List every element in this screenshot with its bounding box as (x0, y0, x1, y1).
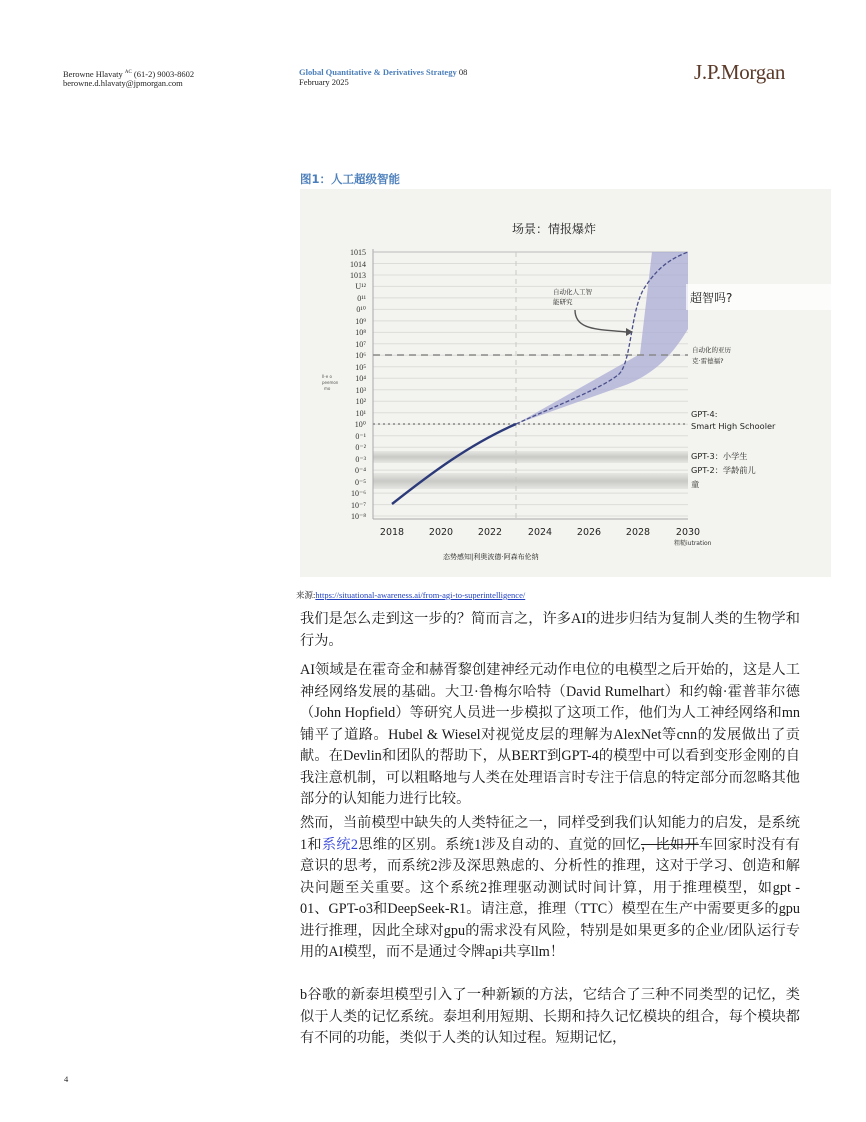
page-number: 4 (64, 1074, 69, 1084)
svg-text:2026: 2026 (576, 527, 602, 538)
svg-text:2028: 2028 (625, 527, 651, 538)
svg-text:0¹¹: 0¹¹ (357, 294, 366, 303)
svg-text:U¹²: U¹² (355, 282, 366, 291)
svg-text:1014: 1014 (350, 260, 366, 269)
source-link[interactable]: https://situational-awareness.ai/from-agi-to-superintelligence/ (315, 590, 526, 600)
y-axis-label-2: peemon (322, 380, 339, 385)
paragraph-3-part-b: 思维的区别。系统1涉及自动的、直觉的回忆 (357, 836, 641, 853)
svg-text:10⁻⁸: 10⁻⁸ (350, 512, 366, 521)
figure-title: 图1：人工超级智能 (300, 172, 401, 186)
chart-svg (300, 189, 831, 577)
gpt2-label-1: GPT-2：学龄前儿 (691, 465, 756, 475)
svg-text:2018: 2018 (379, 527, 405, 538)
svg-text:2022: 2022 (477, 527, 503, 538)
x-axis-note: 粗糙iutration (674, 540, 712, 547)
struck-text: ，比如开 (640, 836, 699, 853)
svg-text:2024: 2024 (527, 527, 553, 538)
chart-panel (300, 189, 831, 577)
author-name: Berowne Hlavaty (63, 68, 125, 79)
gpt4-label-1: GPT-4: (691, 409, 718, 419)
paragraph-1: 我们是怎么走到这一步的？简而言之，许多AI的进步归结为复制人类的生物学和行为。 (300, 611, 800, 649)
svg-text:10⁵: 10⁵ (355, 363, 366, 372)
paragraph-2: AI领域是在霍奇金和赫胥黎创建神经元动作电位的电模型之后开始的，这是人工神经网络发展的基础。大卫·鲁梅尔哈特（David Rumelhart）和约翰·霍普菲尔德（John Hopfield）等研究人员进一步模拟了这项工作，他们为人工神经网络和mn铺平了道路。Hubel & Wiesel对视觉皮层的理解为AlexNet等cnn的发展做出了贡献。在Devlin和团队的帮助下，从BERT到GPT-4的模型中可以看到变形金刚的自我注意机制，可以粗略地与人类在处理语言时专注于信息的特定部分而忽略其他部分的认知能力进行比较。 (300, 662, 800, 807)
chart-caption: 态势感知|利奥波德·阿森布伦纳 (443, 553, 539, 561)
gpt2-label-2: 童 (691, 479, 700, 489)
svg-text:0⁻³: 0⁻³ (355, 455, 366, 464)
report-date: February 2025 (299, 76, 349, 87)
svg-text:1013: 1013 (350, 271, 366, 280)
svg-text:0¹⁰: 0¹⁰ (356, 305, 366, 314)
arrow-head-icon (626, 328, 633, 336)
x-tick-labels (380, 527, 700, 538)
system2-link[interactable]: 系统2 (321, 836, 358, 853)
paragraph-3-part-a: 然而，当前模型中缺失的人类特征之一，同样受到我们认知能力的启发，是系统1和 (300, 815, 800, 853)
y-axis-label-1: Il-e o (322, 374, 332, 379)
svg-text:10⁻⁷: 10⁻⁷ (350, 501, 366, 510)
uncertainty-band (516, 252, 688, 424)
paragraph-4: b谷歌的新泰坦模型引入了一种新颖的方法，它结合了三种不同类型的记忆，类似于人类的记忆系统。泰坦利用短期、长期和持久记忆模块的组合，每个模块都有不同的功能，类似于人类的认知过程。短期记忆， (300, 987, 800, 1046)
gpt3-label: GPT-3：小学生 (691, 451, 748, 461)
annotation-ai-research-2: 能研究 (553, 298, 573, 306)
svg-text:10⁸: 10⁸ (355, 328, 366, 337)
gpt3-band (373, 451, 688, 463)
svg-text:10⁴: 10⁴ (355, 374, 366, 383)
author-phone: (61-2) 9003-8602 (131, 68, 195, 79)
paragraph-3-part-c: 车回家时没有有意识的思考，而系统2涉及深思熟虑的、分析性的推理，这对于学习、创造和解决问题至关重要。这个系统2推理驱动测试时间计算，用于推理模型，如gpt - 01、GPT-o3和DeepSeek-R1。请注意，推理（TTC）模型在生产中需要更多的gpu进行推理，因此全球对gpu的需求没有风险，特别是如果更多的企业/团队运行专用的AI模型，而不是通过令牌api共享llm！ (300, 836, 800, 960)
radford-label-1: 自动化的亚历 (692, 346, 731, 354)
figure-source (296, 589, 525, 601)
author-sup: AC (124, 70, 132, 75)
svg-text:10⁷: 10⁷ (355, 340, 366, 349)
svg-text:10²: 10² (355, 397, 366, 406)
svg-text:0⁻⁵: 0⁻⁵ (354, 478, 366, 487)
author-block (63, 68, 194, 89)
svg-text:10⁶: 10⁶ (355, 351, 366, 360)
svg-text:0⁻⁴: 0⁻⁴ (354, 466, 366, 475)
y-tick-labels (350, 248, 367, 521)
jpmorgan-logo: J.P.Morgan (694, 60, 786, 84)
superintelligence-label: 超智吗? (690, 291, 733, 305)
svg-text:1015: 1015 (350, 248, 366, 257)
author-email[interactable]: berowne.d.hlavaty@jpmorgan.com (63, 78, 183, 89)
svg-text:10⁹: 10⁹ (355, 317, 366, 326)
annotation-ai-research-1: 自动化人工智 (553, 288, 592, 296)
series-suffix: 08 (456, 67, 468, 77)
source-label: 来源: (296, 590, 316, 600)
y-axis-label-3: mo (324, 386, 331, 391)
svg-text:10³: 10³ (355, 386, 366, 395)
radford-label-2: 克·雷德福? (692, 357, 724, 365)
svg-text:2030: 2030 (675, 527, 701, 538)
svg-text:0⁻²: 0⁻² (355, 443, 366, 452)
gpt4-label-2: Smart High Schooler (691, 421, 776, 431)
paragraph-3 (300, 813, 800, 964)
svg-text:10⁻⁶: 10⁻⁶ (350, 489, 366, 498)
series-title: Global Quantitative & Derivatives Strategy (299, 67, 457, 77)
svg-text:2020: 2020 (428, 527, 454, 538)
svg-text:10⁰: 10⁰ (354, 420, 366, 429)
chart-title: 场景：情报爆炸 (512, 222, 597, 236)
svg-text:0⁻¹: 0⁻¹ (355, 432, 366, 441)
report-info (299, 68, 467, 87)
svg-text:10¹: 10¹ (355, 409, 366, 418)
